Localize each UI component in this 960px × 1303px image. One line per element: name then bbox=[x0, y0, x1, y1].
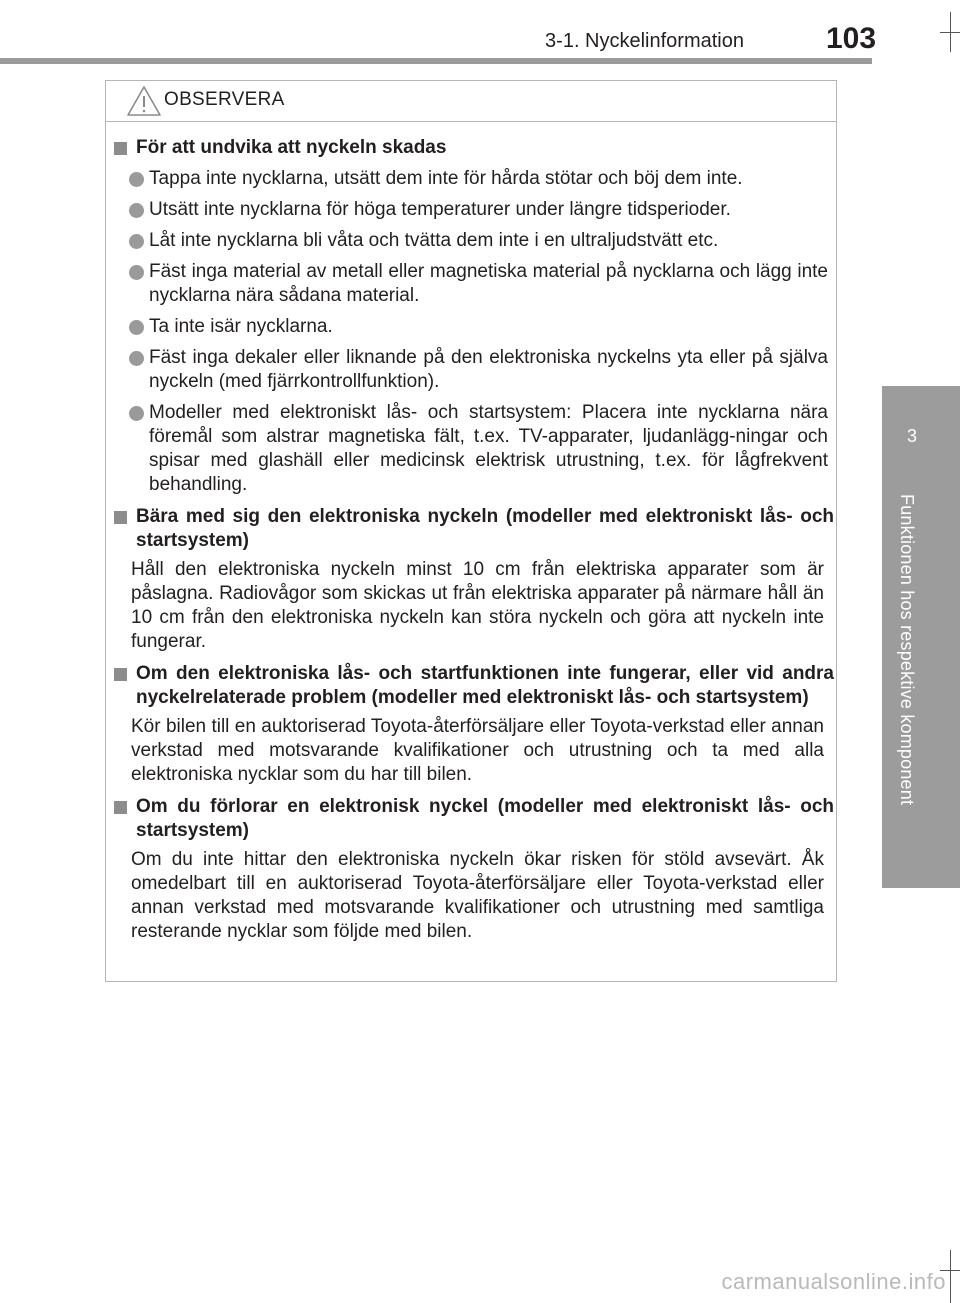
square-bullet-icon bbox=[114, 668, 127, 681]
notice-box bbox=[105, 80, 837, 982]
section-heading-text: Om den elektroniska lås- och startfunktionen inte fungerar, eller vid andra nyckelrelaterade problem (modeller med elektroniskt lås- och startsystem) bbox=[136, 663, 834, 708]
section-heading bbox=[112, 662, 834, 710]
chapter-tab bbox=[882, 386, 960, 888]
bullet-icon bbox=[129, 234, 144, 249]
section-heading bbox=[112, 505, 834, 553]
bullet-icon bbox=[129, 203, 144, 218]
section-heading-text: Bära med sig den elektroniska nyckeln (modeller med elektroniskt lås- och startsystem) bbox=[136, 506, 834, 551]
list-item-text: Låt inte nycklarna bli våta och tvätta dem inte i en ultraljudstvätt etc. bbox=[149, 230, 719, 251]
watermark: carmanualsonline.info bbox=[721, 1269, 946, 1294]
section-heading-text: Om du förlorar en elektronisk nyckel (modeller med elektroniskt lås- och startsystem) bbox=[136, 796, 834, 841]
section-paragraph: Håll den elektroniska nyckeln minst 10 cm från elektriska apparater som är påslagna. Radiovågor som skickas ut från elektriska apparater på närmare håll än 10 cm från den elektroniska nyckeln kan störa nyckeln och göra att nyckeln inte fungerar. bbox=[131, 559, 824, 652]
section-heading-text: För att undvika att nyckeln skadas bbox=[136, 137, 447, 158]
list-item-text: Modeller med elektroniskt lås- och startsystem: Placera inte nycklarna nära föremål som alstrar magnetiska fält, t.ex. TV-apparater, ljudanlägg-ningar och spisar med glashäll eller medicinsk elektrisk utrustning, t.ex. för lågfrekvent behandling. bbox=[149, 402, 828, 495]
warning-icon bbox=[126, 85, 162, 117]
list-item bbox=[149, 315, 828, 339]
bullet-icon bbox=[129, 351, 144, 366]
list-item bbox=[149, 229, 828, 253]
list-item-text: Ta inte isär nycklarna. bbox=[149, 316, 333, 337]
notice-content bbox=[106, 136, 836, 944]
chapter-number: 3 bbox=[906, 426, 917, 446]
section-paragraph: Kör bilen till en auktoriserad Toyota-återförsäljare eller Toyota-verkstad eller annan verkstad med motsvarande kvalifikationer och utrustning och ta med alla elektroniska nycklar som du har till bilen. bbox=[131, 716, 824, 785]
notice-section bbox=[106, 795, 836, 944]
notice-section bbox=[106, 505, 836, 654]
list-item-text: Fäst inga dekaler eller liknande på den elektroniska nyckelns yta eller på själva nyckeln (med fjärrkontrollfunktion). bbox=[149, 347, 828, 392]
section-heading bbox=[112, 136, 834, 160]
notice-section bbox=[106, 662, 836, 787]
notice-header bbox=[106, 81, 836, 122]
list-item bbox=[149, 198, 828, 222]
bullet-icon bbox=[129, 265, 144, 280]
section-paragraph: Om du inte hittar den elektroniska nyckeln ökar risken för stöld avsevärt. Åk omedelbart till en auktoriserad Toyota-återförsäljare eller Toyota-verkstad eller annan verkstad med motsvarande kvalifikationer och utrustning med samtliga resterande nycklar som följde med bilen. bbox=[131, 849, 824, 942]
square-bullet-icon bbox=[114, 801, 127, 814]
list-item-text: Tappa inte nycklarna, utsätt dem inte för hårda stötar och böj dem inte. bbox=[149, 168, 743, 189]
bullet-icon bbox=[129, 172, 144, 187]
list-item bbox=[149, 346, 828, 394]
section-heading bbox=[112, 795, 834, 843]
section-title: 3-1. Nyckelinformation bbox=[545, 30, 744, 52]
square-bullet-icon bbox=[114, 142, 127, 155]
list-item bbox=[149, 167, 828, 191]
registration-mark-top bbox=[940, 12, 960, 52]
square-bullet-icon bbox=[114, 511, 127, 524]
list-item bbox=[149, 260, 828, 308]
list-item-text: Fäst inga material av metall eller magnetiska material på nycklarna och lägg inte nycklarna nära sådana material. bbox=[149, 261, 828, 306]
list-item bbox=[149, 401, 828, 497]
bullet-icon bbox=[129, 320, 144, 335]
notice-section bbox=[106, 136, 836, 497]
chapter-label: Funktionen hos respektive komponent bbox=[897, 494, 917, 806]
notice-title: OBSERVERA bbox=[164, 89, 285, 110]
page-number: 103 bbox=[826, 22, 877, 55]
bullet-icon bbox=[129, 406, 144, 421]
header-rule bbox=[0, 58, 872, 64]
list-item-text: Utsätt inte nycklarna för höga temperaturer under längre tidsperioder. bbox=[149, 199, 731, 220]
